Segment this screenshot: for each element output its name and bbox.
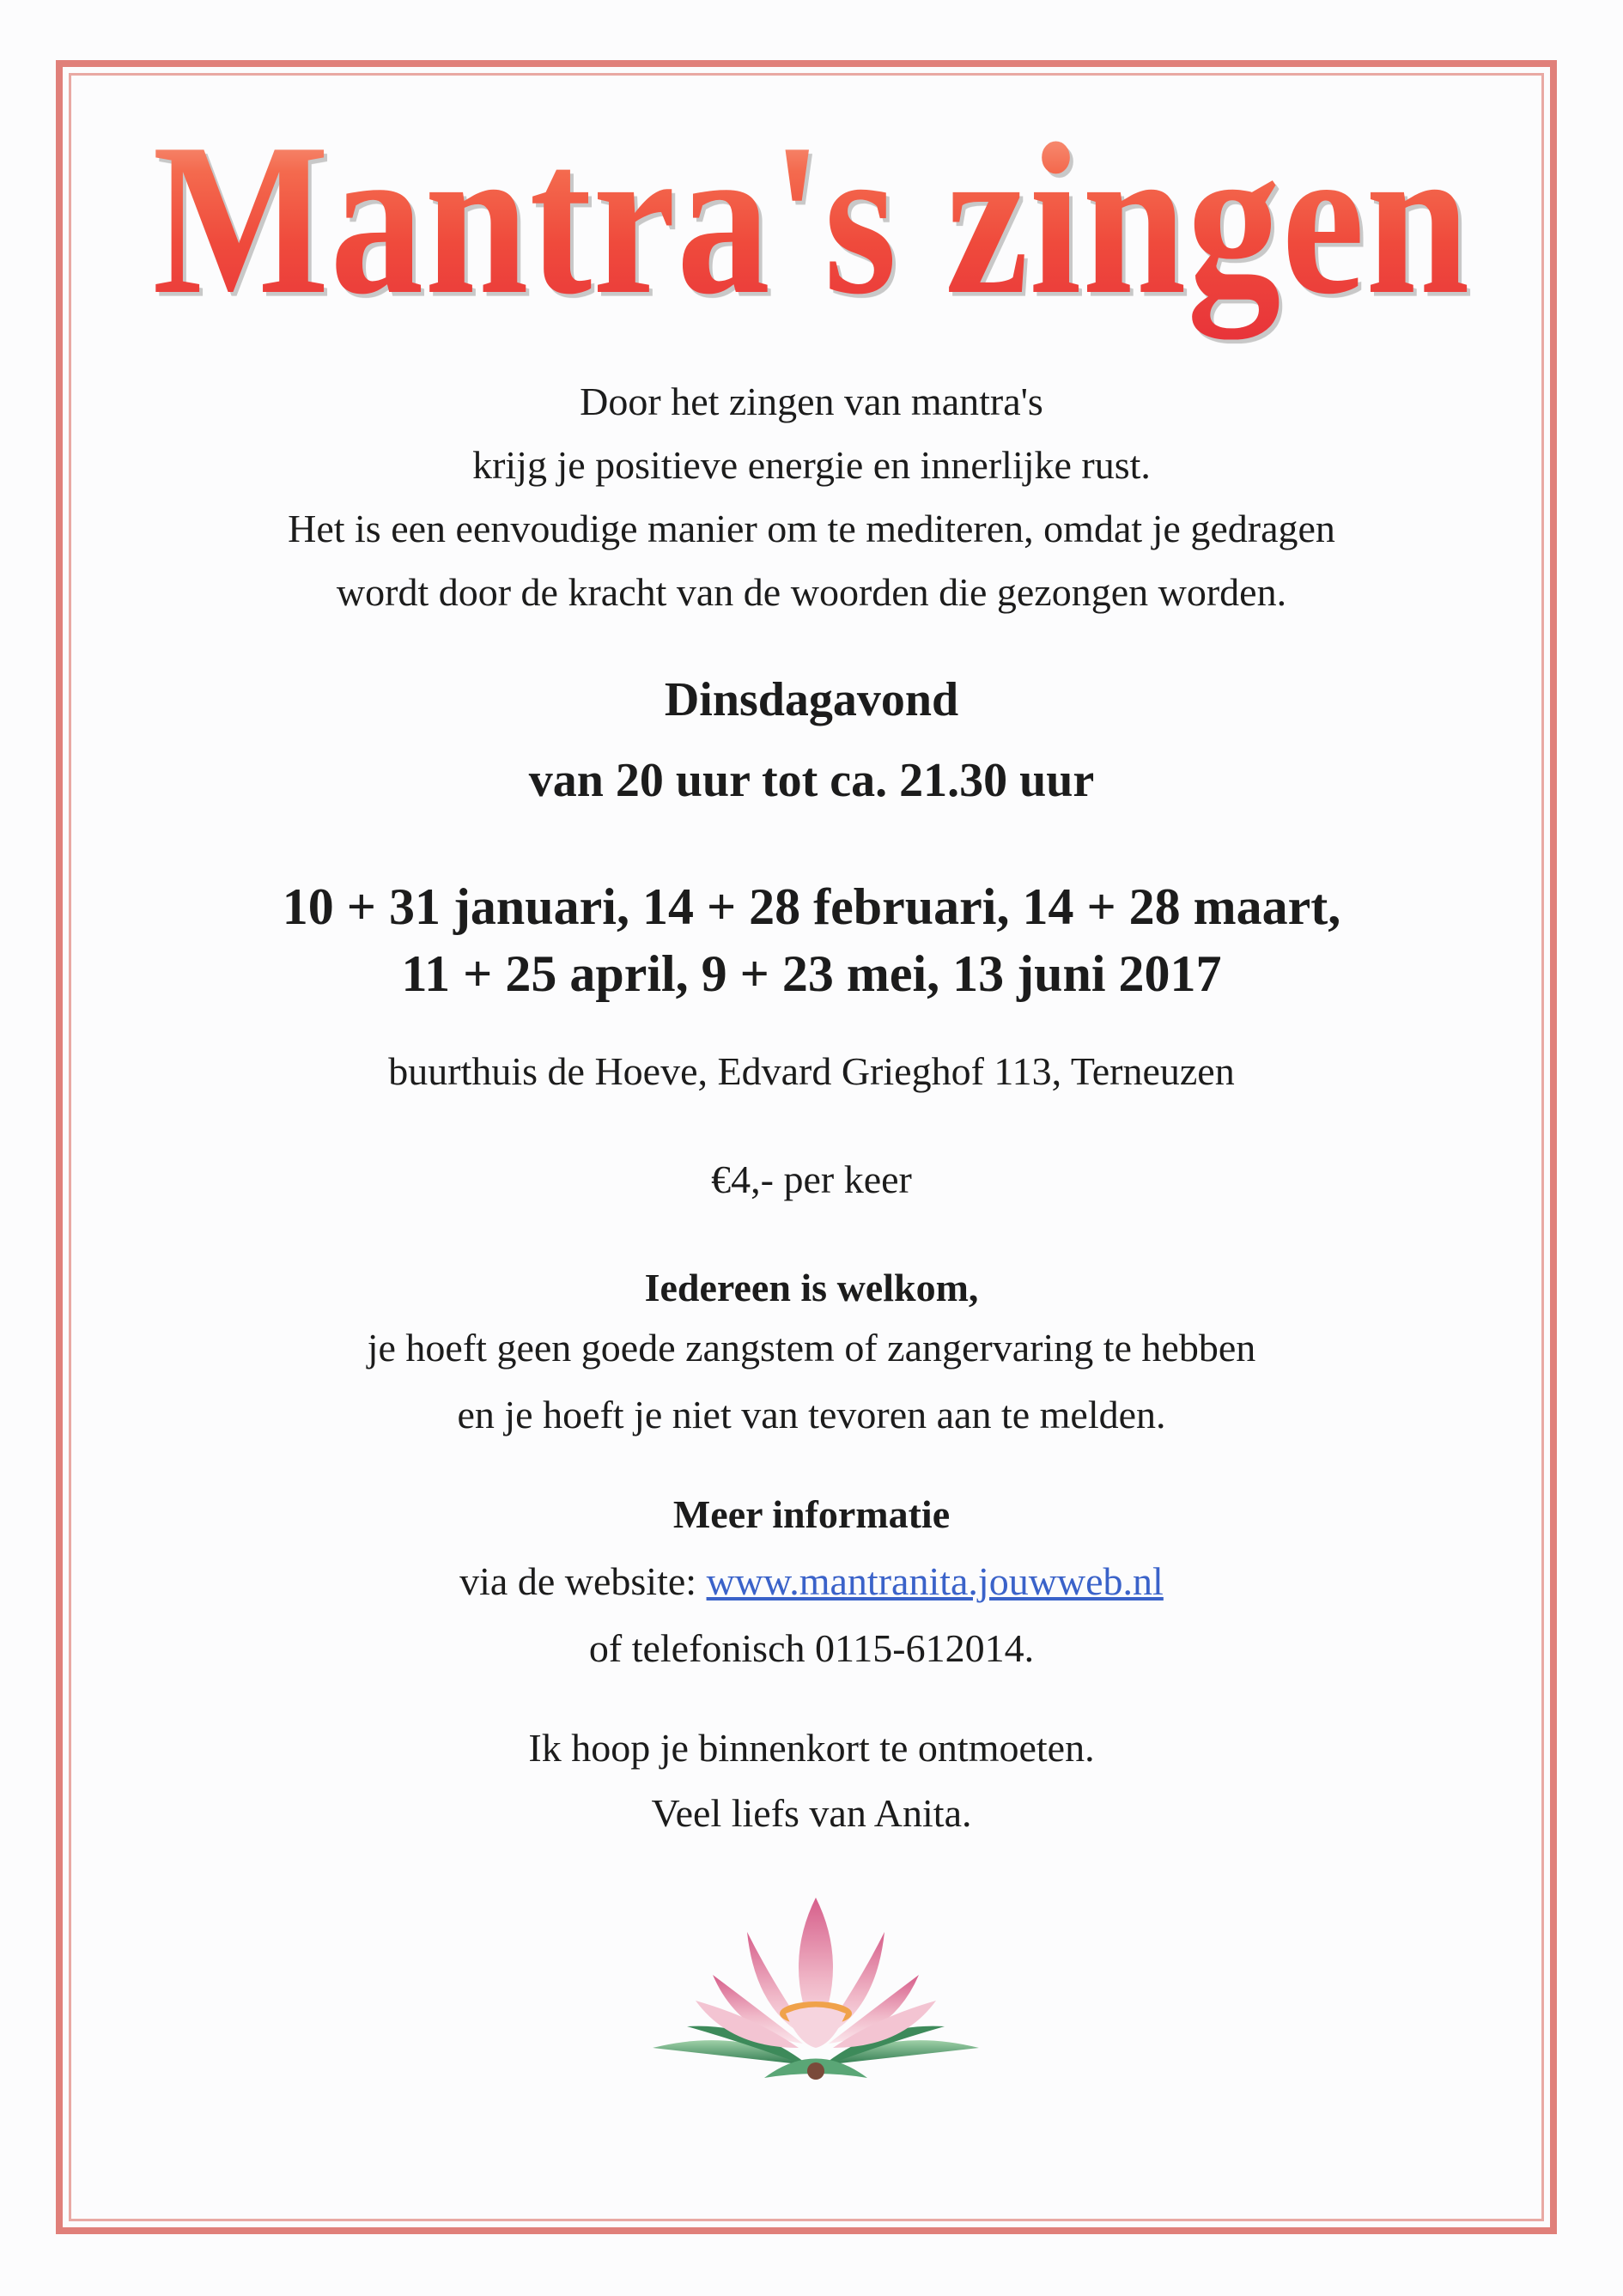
website-link[interactable]: www.mantranita.jouwweb.nl: [706, 1559, 1164, 1603]
lotus-flower-icon: [635, 1872, 996, 2095]
intro-line-2: krijg je positieve energie en innerlijke rust.: [472, 443, 1151, 487]
flyer-title: Mantra's zingen: [152, 100, 1471, 340]
welcome-line-2: en je hoeft je niet van tevoren aan te melden.: [457, 1393, 1166, 1437]
website-prefix: via de website:: [459, 1559, 707, 1603]
dates-line-1: 10 + 31 januari, 14 + 28 februari, 14 + 28 maart,: [282, 878, 1341, 935]
flyer-content: [77, 0, 1546, 2296]
intro-line-1: Door het zingen van mantra's: [580, 380, 1043, 423]
welcome-line-1: je hoeft geen goede zangstem of zangervaring te hebben: [367, 1326, 1256, 1370]
info-phone: of telefonisch 0115-612014.: [588, 1626, 1035, 1670]
info-website-line: [77, 1547, 1546, 1616]
location: buurthuis de Hoeve, Edvard Grieghof 113, Terneuzen: [388, 1049, 1235, 1093]
schedule-day: Dinsdagavond: [664, 673, 959, 726]
dates-line-2: 11 + 25 april, 9 + 23 mei, 13 juni 2017: [401, 945, 1222, 1002]
schedule-time: van 20 uur tot ca. 21.30 uur: [528, 754, 1095, 807]
intro-line-4: wordt door de kracht van de woorden die gezongen worden.: [336, 570, 1287, 614]
price: €4,- per keer: [711, 1157, 912, 1201]
intro-line-3: Het is een eenvoudige manier om te mediteren, omdat je gedragen: [288, 507, 1335, 550]
closing-line-2: Veel liefs van Anita.: [651, 1791, 972, 1835]
welcome-heading: Iedereen is welkom,: [644, 1266, 979, 1309]
info-heading: Meer informatie: [672, 1492, 951, 1536]
closing-line-1: Ik hoop je binnenkort te ontmoeten.: [528, 1726, 1095, 1770]
